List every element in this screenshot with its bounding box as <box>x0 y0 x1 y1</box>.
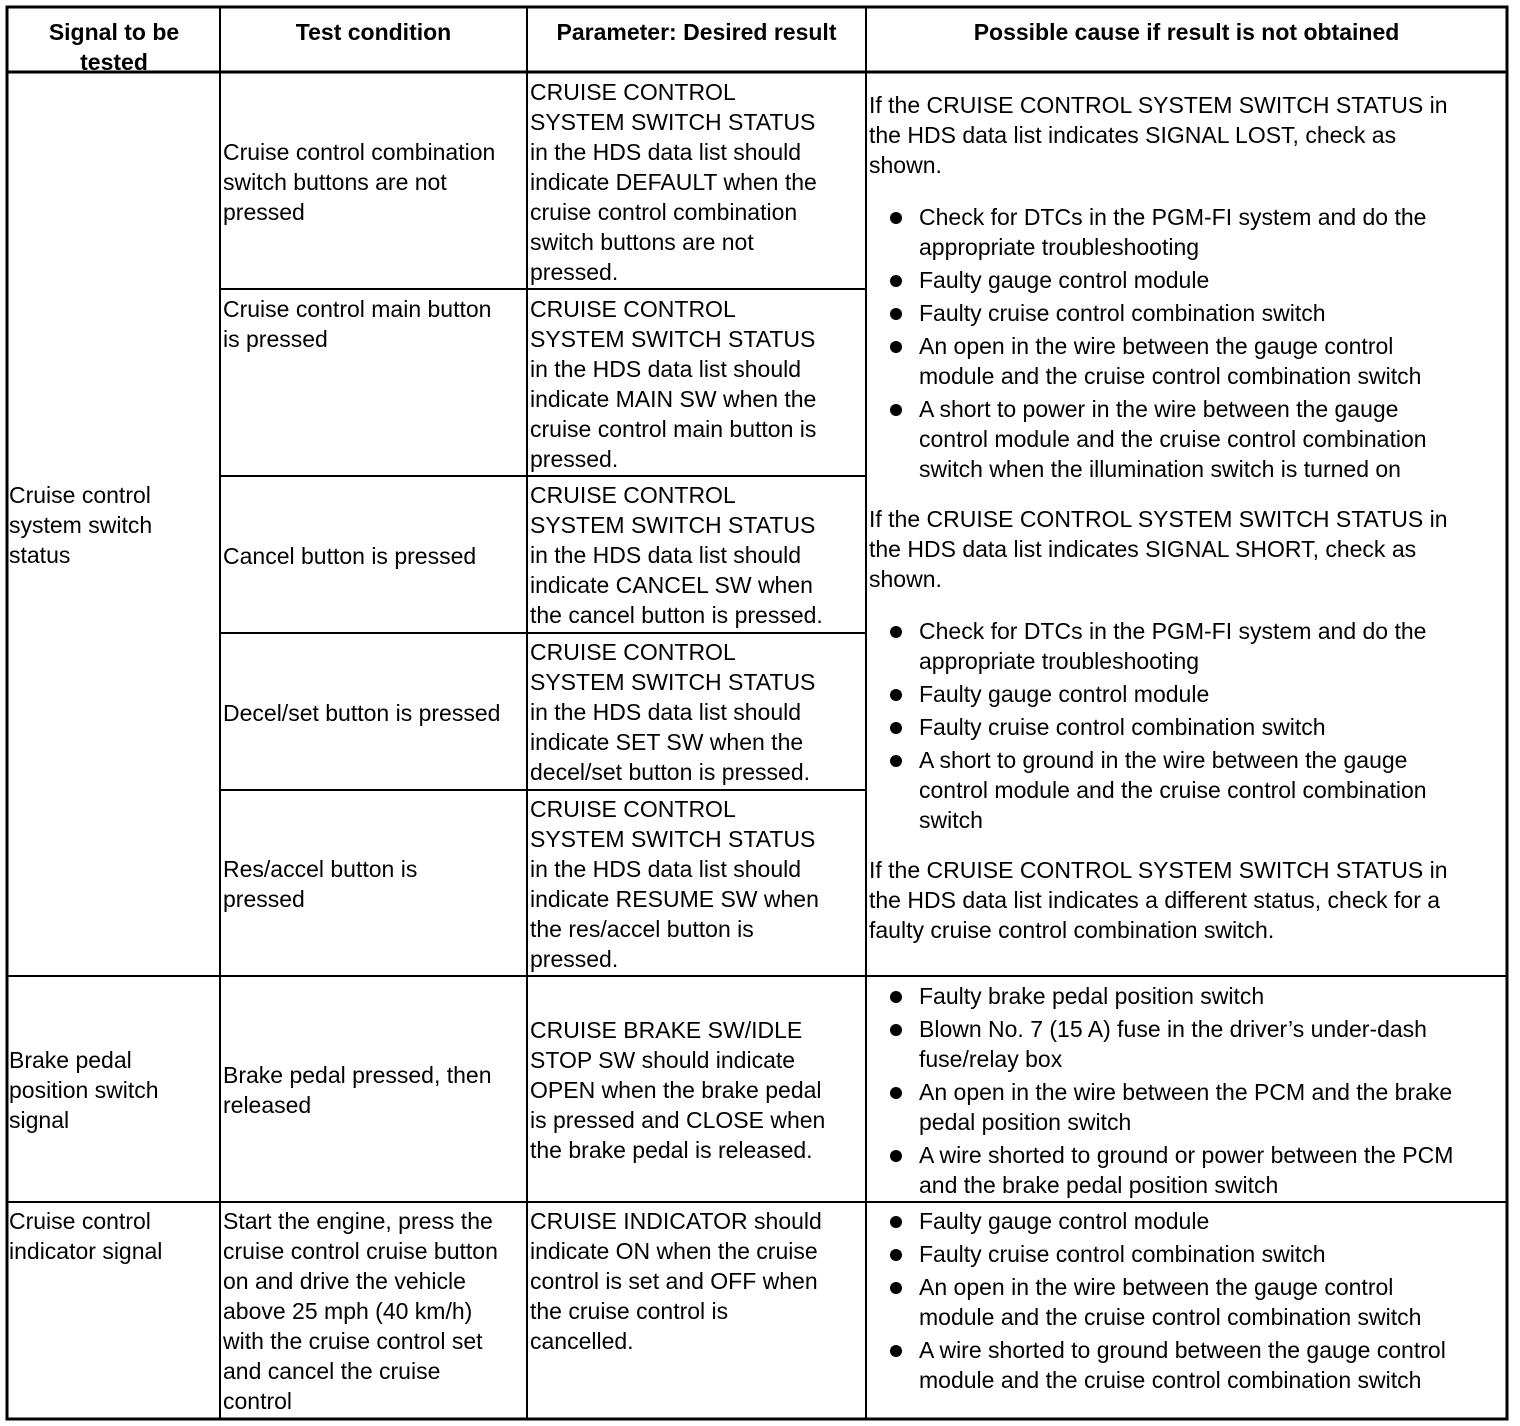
row2-result: CRUISE BRAKE SW/IDLE STOP SW should indicate OPEN when the brake pedal is pressed and CLOSE when the brake pedal is released. <box>530 1017 826 1163</box>
cause-list-brake <box>869 981 1506 1200</box>
row3-condition: Start the engine, press the cruise control cruise button on and drive the vehicle above 25 mph (40 km/h) with the cruise control set and cancel the cruise control <box>223 1208 498 1414</box>
cause-paragraph-different-status: If the CRUISE CONTROL SYSTEM SWITCH STATUS in the HDS data list indicates a different status, check for a faulty cruise control combination switch. <box>869 857 1448 943</box>
row1-condition-4: Decel/set button is pressed <box>223 699 501 726</box>
row1-signal: Cruise control system switch status <box>9 482 153 568</box>
cause-list-signal-lost <box>869 202 1506 484</box>
list-item: Faulty gauge control module <box>869 265 1506 295</box>
list-item: A short to power in the wire between the gauge control module and the cruise control combination switch when the illumination switch is turned on <box>869 394 1506 484</box>
row1-result-5: CRUISE CONTROL SYSTEM SWITCH STATUS in the HDS data list should indicate RESUME SW when the res/accel button is pressed. <box>530 796 819 972</box>
list-item: An open in the wire between the gauge control module and the cruise control combination switch <box>869 331 1506 391</box>
row1-condition-2: Cruise control main button is pressed <box>223 296 492 352</box>
row1-result-1: CRUISE CONTROL SYSTEM SWITCH STATUS in the HDS data list should indicate DEFAULT when the cruise control combination switch buttons are not pressed. <box>530 79 817 285</box>
row1-cause <box>869 90 1506 974</box>
row1-result-4: CRUISE CONTROL SYSTEM SWITCH STATUS in the HDS data list should indicate SET SW when the decel/set button is pressed. <box>530 639 816 785</box>
list-item: A wire shorted to ground or power between the PCM and the brake pedal position switch <box>869 1140 1506 1200</box>
cause-paragraph-signal-lost: If the CRUISE CONTROL SYSTEM SWITCH STATUS in the HDS data list indicates SIGNAL LOST, check as shown. <box>869 92 1448 178</box>
row1-result-2: CRUISE CONTROL SYSTEM SWITCH STATUS in the HDS data list should indicate MAIN SW when the cruise control main button is pressed. <box>530 296 817 472</box>
list-item: A short to ground in the wire between the gauge control module and the cruise control combination switch <box>869 745 1506 835</box>
list-item: Faulty cruise control combination switch <box>869 712 1506 742</box>
row2-signal: Brake pedal position switch signal <box>9 1047 159 1133</box>
header-cause: Possible cause if result is not obtained <box>973 19 1400 45</box>
header-signal: Signal to be tested <box>48 19 180 72</box>
row1-result-3: CRUISE CONTROL SYSTEM SWITCH STATUS in the HDS data list should indicate CANCEL SW when the cancel button is pressed. <box>530 482 823 628</box>
row1-condition-3: Cancel button is pressed <box>223 542 477 569</box>
list-item: Faulty cruise control combination switch <box>869 1239 1506 1269</box>
cause-list-signal-short <box>869 616 1506 835</box>
row2-cause <box>869 981 1506 1201</box>
row1-condition-1: Cruise control combination switch buttons are not pressed <box>223 138 496 225</box>
cause-list-indicator <box>869 1206 1506 1395</box>
cause-paragraph-signal-short: If the CRUISE CONTROL SYSTEM SWITCH STATUS in the HDS data list indicates SIGNAL SHORT, check as shown. <box>869 506 1448 592</box>
row3-result: CRUISE INDICATOR should indicate ON when the cruise control is set and OFF when the cruise control is cancelled. <box>530 1208 822 1354</box>
list-item: Check for DTCs in the PGM-FI system and do the appropriate troubleshooting <box>869 202 1506 262</box>
row3-signal: Cruise control indicator signal <box>9 1208 163 1264</box>
row2-condition: Brake pedal pressed, then released <box>223 1062 492 1118</box>
list-item: An open in the wire between the PCM and the brake pedal position switch <box>869 1077 1506 1137</box>
list-item: A wire shorted to ground between the gauge control module and the cruise control combination switch <box>869 1335 1506 1395</box>
list-item: Blown No. 7 (15 A) fuse in the driver’s under-dash fuse/relay box <box>869 1014 1506 1074</box>
list-item: Faulty brake pedal position switch <box>869 981 1506 1011</box>
header-parameter: Parameter: Desired result <box>556 19 837 45</box>
list-item: Check for DTCs in the PGM-FI system and do the appropriate troubleshooting <box>869 616 1506 676</box>
list-item: Faulty gauge control module <box>869 1206 1506 1236</box>
list-item: An open in the wire between the gauge control module and the cruise control combination switch <box>869 1272 1506 1332</box>
header-condition: Test condition <box>295 19 452 45</box>
list-item: Faulty gauge control module <box>869 679 1506 709</box>
list-item: Faulty cruise control combination switch <box>869 298 1506 328</box>
row1-condition-5: Res/accel button is pressed <box>223 856 418 912</box>
row3-cause <box>869 1206 1506 1418</box>
